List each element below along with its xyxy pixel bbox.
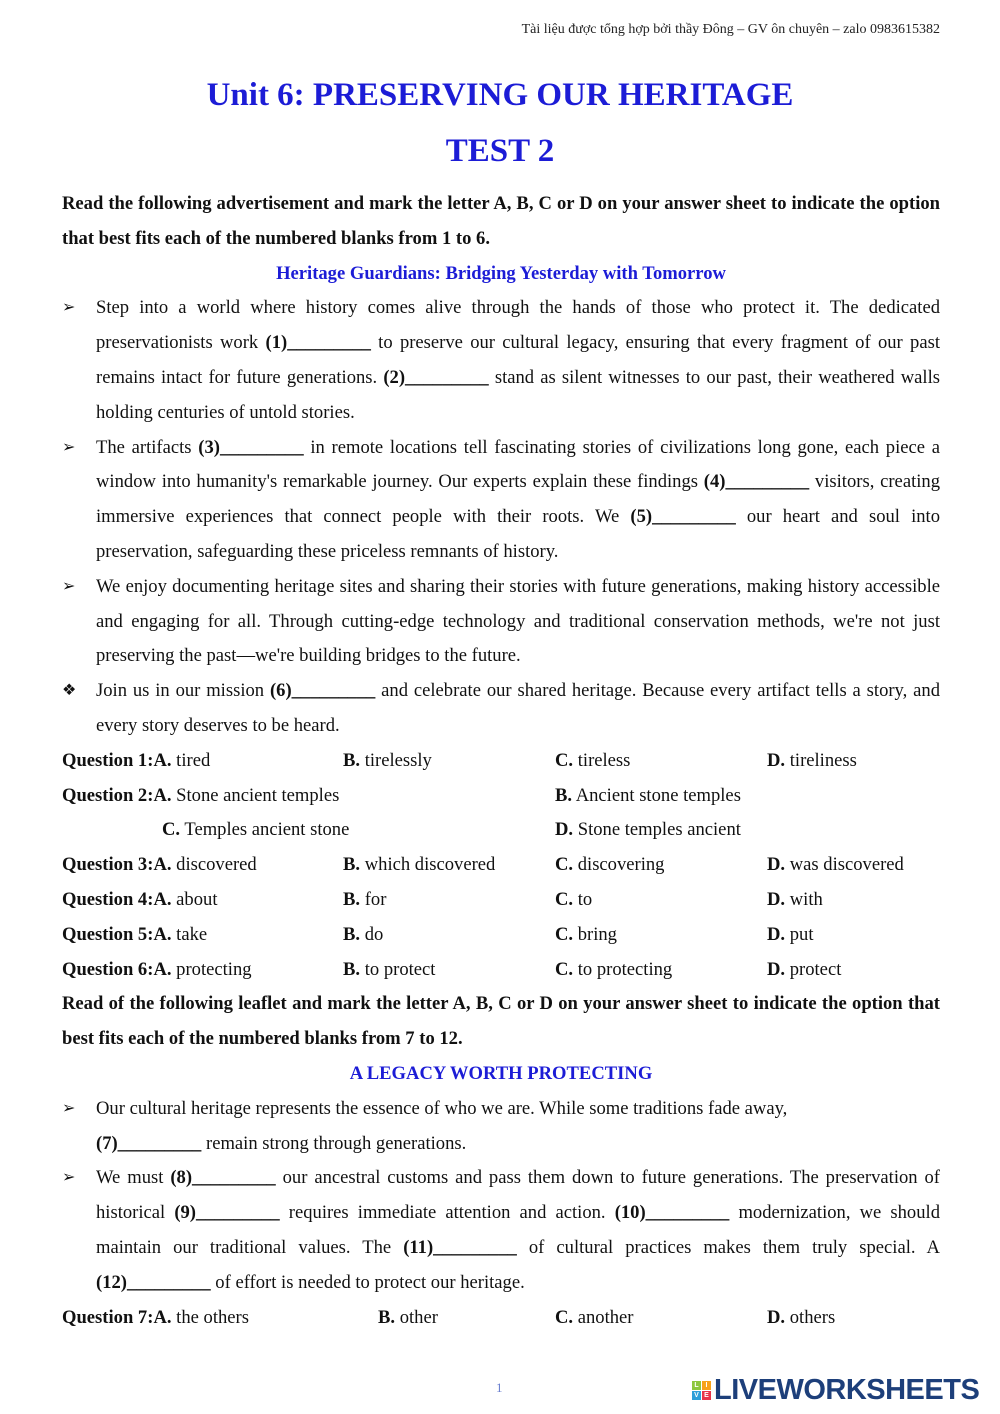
answer-option[interactable]	[555, 744, 630, 779]
question-label: Question 4:	[62, 888, 154, 910]
answer-option[interactable]	[62, 953, 252, 988]
passage-text: Our cultural heritage represents the essence of who we are. While some traditions fade away,	[96, 1097, 788, 1119]
option-text: other	[399, 1306, 438, 1328]
option-text: protect	[789, 958, 842, 980]
section2-instruction: Read of the following leaflet and mark the letter A, B, C or D on your answer sheet to indicate the option that best fits each of the numbered blanks from 7 to 12.	[62, 993, 940, 1050]
option-letter: A.	[153, 1306, 172, 1328]
option-text: do	[364, 923, 384, 945]
option-text: another	[577, 1306, 634, 1328]
page-number: 1	[496, 1380, 503, 1395]
bullet-paragraph	[62, 291, 940, 430]
passage-text: and celebrate our shared heritage. Because every artifact tells a story, and every story deserves to be heard.	[96, 680, 941, 736]
numbered-blank: (11)_________	[403, 1236, 517, 1258]
option-letter: B.	[343, 958, 361, 980]
passage-text: of effort is needed to protect our heritage.	[210, 1271, 525, 1293]
answer-option[interactable]	[62, 883, 217, 918]
option-text: about	[176, 888, 218, 910]
passage-text: visitors, creating immersive experiences that connect people with their roots. We	[96, 471, 940, 528]
option-text: bring	[577, 923, 617, 945]
section1-questions	[62, 744, 940, 988]
bullet-icon: ➢	[62, 1169, 76, 1187]
option-letter: A.	[153, 923, 172, 945]
liveworksheets-logo[interactable]	[692, 1374, 979, 1407]
option-text: Temples ancient stone	[184, 819, 350, 841]
question-row	[62, 1301, 940, 1336]
passage-text: stand as silent witnesses to our past, their weathered walls holding centuries of untold stories.	[96, 366, 940, 423]
bullet-paragraph	[62, 674, 940, 744]
question-label: Question 1:	[62, 749, 154, 771]
answer-option[interactable]	[343, 953, 435, 988]
passage-text: requires immediate attention and action.	[279, 1202, 615, 1224]
option-text: the others	[176, 1306, 249, 1328]
option-text: Ancient stone temples	[575, 784, 741, 806]
passage-text: to preserve our cultural legacy, ensuring that every fragment of our past remains intact for future generations.	[96, 332, 940, 388]
option-letter: D.	[767, 888, 786, 910]
numbered-blank: (12)_________	[96, 1271, 211, 1293]
answer-option[interactable]	[555, 813, 741, 848]
option-letter: B.	[343, 888, 361, 910]
answer-option[interactable]	[62, 744, 210, 779]
numbered-blank: (6)_________	[269, 680, 376, 702]
logo-letter: V	[692, 1391, 701, 1400]
answer-option[interactable]	[343, 848, 495, 883]
passage-text: modernization, we should maintain our traditional values. The	[96, 1202, 940, 1258]
numbered-blank: (2)_________	[383, 366, 489, 388]
option-text: which discovered	[364, 854, 496, 876]
option-letter: B.	[378, 1306, 396, 1328]
logo-letter: L	[692, 1381, 701, 1390]
logo-icon	[692, 1381, 711, 1400]
option-letter: A.	[153, 784, 172, 806]
passage-text: Step into a world where history comes alive through the hands of those who protect it. The dedicated preservationists work	[96, 297, 940, 354]
bullet-paragraph	[62, 1092, 940, 1162]
logo-letter: I	[702, 1381, 711, 1390]
bullet-icon: ➢	[62, 299, 76, 317]
option-letter: C.	[555, 923, 574, 945]
option-letter: D.	[767, 854, 786, 876]
logo-letter: E	[702, 1391, 711, 1400]
test-title: TEST 2	[445, 133, 555, 169]
answer-option[interactable]	[555, 1301, 634, 1336]
option-text: tirelessly	[364, 749, 432, 771]
section1-passage	[62, 291, 940, 743]
answer-option[interactable]	[555, 848, 664, 883]
answer-option[interactable]	[555, 779, 741, 814]
answer-option[interactable]	[343, 918, 383, 953]
question-row	[62, 883, 940, 918]
option-letter: B.	[555, 784, 573, 806]
passage-text: We must	[96, 1167, 171, 1189]
numbered-blank: (7)_________	[96, 1132, 202, 1154]
answer-option[interactable]	[162, 813, 349, 848]
numbered-blank: (8)_________	[170, 1167, 276, 1189]
passage-text: our ancestral customs and pass them down to future generations. The preservation of historical	[96, 1167, 940, 1224]
numbered-blank: (1)_________	[265, 332, 371, 354]
answer-option[interactable]	[62, 918, 207, 953]
option-text: discovered	[176, 854, 257, 876]
answer-option[interactable]	[767, 848, 904, 883]
option-letter: A.	[153, 958, 172, 980]
option-text: to protecting	[577, 958, 673, 980]
option-text: protecting	[176, 958, 252, 980]
answer-option[interactable]	[555, 918, 617, 953]
passage-text: of cultural practices makes them truly special. A	[516, 1236, 940, 1258]
option-letter: D.	[767, 923, 786, 945]
worksheet-content	[62, 187, 940, 1335]
question-row	[62, 779, 940, 814]
bullet-paragraph	[62, 1161, 940, 1300]
numbered-blank: (5)_________	[630, 506, 736, 528]
section1-heading: Heritage Guardians: Bridging Yesterday with Tomorrow	[276, 262, 726, 284]
question-row	[62, 953, 940, 988]
numbered-blank: (9)_________	[174, 1202, 280, 1224]
option-letter: D.	[555, 819, 574, 841]
option-letter: C.	[162, 819, 181, 841]
answer-option[interactable]	[62, 779, 339, 814]
question-label: Question 6:	[62, 958, 154, 980]
question-row	[62, 918, 940, 953]
option-text: others	[789, 1306, 836, 1328]
question-row	[62, 813, 940, 848]
question-label: Question 3:	[62, 854, 154, 876]
option-letter: C.	[555, 749, 574, 771]
section2-questions	[62, 1301, 940, 1336]
passage-text: We enjoy documenting heritage sites and sharing their stories with future generations, making history accessible and engaging for all. Through cutting-edge technology and traditional conservation methods, we're not just preserving the past—we're building bridges to the future.	[96, 575, 940, 667]
answer-option[interactable]	[767, 883, 823, 918]
option-letter: C.	[555, 888, 574, 910]
option-letter: C.	[555, 854, 574, 876]
answer-option[interactable]	[767, 744, 857, 779]
question-label: Question 5:	[62, 923, 154, 945]
question-row	[62, 744, 940, 779]
option-text: Stone temples ancient	[577, 819, 741, 841]
bullet-icon: ➢	[62, 577, 76, 595]
option-letter: D.	[767, 958, 786, 980]
option-text: take	[176, 923, 208, 945]
option-text: Stone ancient temples	[176, 784, 340, 806]
answer-option[interactable]	[767, 953, 841, 988]
logo-text: LIVEWORKSHEETS	[714, 1374, 980, 1406]
option-text: tired	[176, 749, 211, 771]
section1-instruction: Read the following advertisement and mark the letter A, B, C or D on your answer sheet to indicate the option that best fits each of the numbered blanks from 1 to 6.	[62, 193, 940, 249]
option-letter: C.	[555, 958, 574, 980]
question-label: Question 2:	[62, 784, 154, 806]
answer-option[interactable]	[62, 848, 257, 883]
bullet-icon: ➢	[62, 1099, 76, 1117]
question-row	[62, 848, 940, 883]
answer-option[interactable]	[555, 953, 672, 988]
question-label: Question 7:	[62, 1306, 154, 1328]
option-text: put	[789, 923, 814, 945]
answer-option[interactable]	[343, 744, 432, 779]
page-header: Tài liệu được tổng hợp bởi thầy Đông – GV ôn chuyên – zalo 0983615382	[521, 22, 940, 37]
passage-text: The artifacts	[96, 436, 199, 458]
option-letter: A.	[153, 749, 172, 771]
answer-option[interactable]	[343, 883, 386, 918]
option-letter: B.	[343, 854, 361, 876]
option-letter: A.	[153, 854, 172, 876]
option-letter: B.	[343, 923, 361, 945]
answer-option[interactable]	[378, 1301, 438, 1336]
answer-option[interactable]	[767, 1301, 835, 1336]
bullet-icon: ❖	[62, 682, 77, 700]
bullet-paragraph	[62, 431, 940, 570]
numbered-blank: (10)_________	[614, 1202, 730, 1224]
option-text: discovering	[577, 854, 665, 876]
bullet-icon: ➢	[62, 438, 76, 456]
option-letter: D.	[767, 1306, 786, 1328]
bullet-paragraph	[62, 570, 940, 674]
section2-heading: A LEGACY WORTH PROTECTING	[349, 1062, 653, 1084]
option-letter: C.	[555, 1306, 574, 1328]
answer-option[interactable]	[62, 1301, 249, 1336]
numbered-blank: (4)_________	[703, 471, 810, 493]
section2-passage	[62, 1092, 940, 1301]
option-letter: A.	[153, 888, 172, 910]
option-text: to	[577, 888, 593, 910]
option-text: tireliness	[789, 749, 857, 771]
passage-text: Join us in our mission	[96, 680, 270, 702]
option-letter: B.	[343, 749, 361, 771]
option-text: tireless	[577, 749, 631, 771]
numbered-blank: (3)_________	[198, 436, 304, 458]
answer-option[interactable]	[767, 918, 814, 953]
unit-title: Unit 6: PRESERVING OUR HERITAGE	[206, 77, 794, 113]
answer-option[interactable]	[555, 883, 592, 918]
passage-text: remain strong through generations.	[201, 1132, 467, 1154]
option-text: to protect	[364, 958, 436, 980]
passage-text: in remote locations tell fascinating stories of civilizations long gone, each piece a window into humanity's remarkable journey. Our experts explain these findings	[96, 436, 940, 493]
option-letter: D.	[767, 749, 786, 771]
passage-text: our heart and soul into preservation, safeguarding these priceless remnants of history.	[96, 506, 940, 562]
option-text: with	[789, 888, 823, 910]
option-text: for	[364, 888, 387, 910]
option-text: was discovered	[789, 854, 904, 876]
